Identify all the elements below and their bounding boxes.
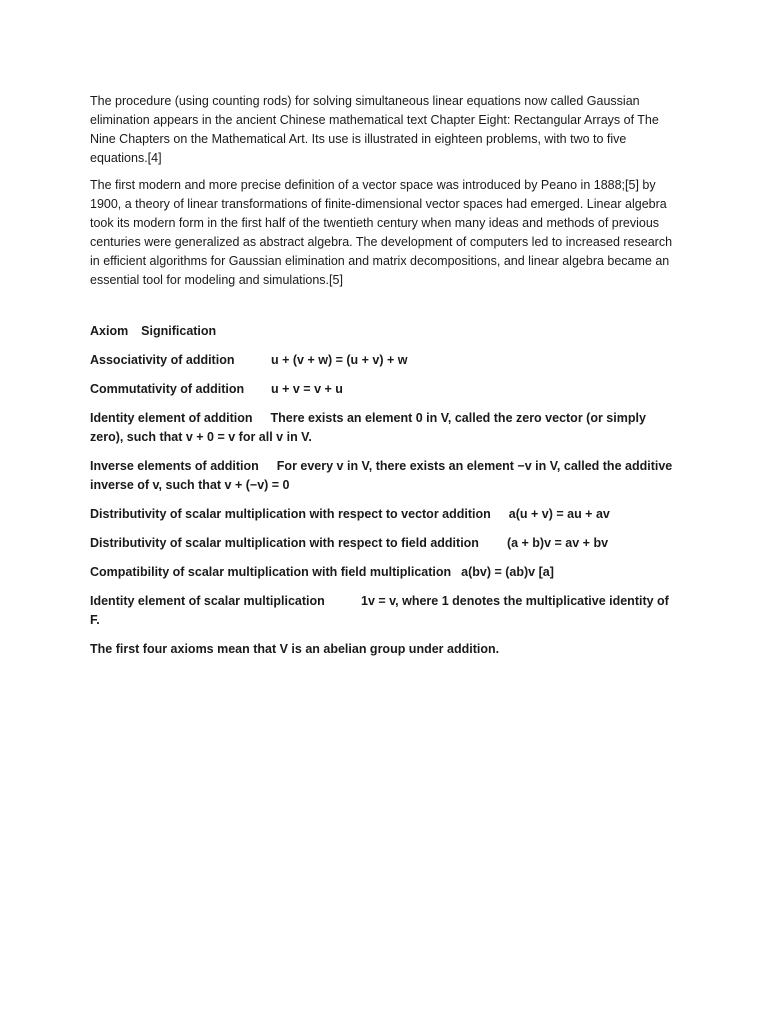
axiom-formula: (a + b)v = av + bv — [506, 536, 609, 550]
axiom-name: Identity element of addition — [90, 411, 253, 425]
axiom-formula: u + v = v + u — [271, 382, 343, 396]
closing-statement: The first four axioms mean that V is an abelian group under addition. — [90, 642, 500, 656]
axiom-row — [90, 409, 680, 447]
axiom-name: Identity element of scalar multiplication — [90, 594, 325, 608]
axiom-formula: For every v in V, there exists an element −v in V, called the additive inverse of v, such that v + (−v) = 0 — [90, 459, 673, 492]
axiom-name: Compatibility of scalar multiplication with field multiplication — [90, 565, 452, 579]
axiom-formula: There exists an element 0 in V, called the zero vector (or simply zero), such that v + 0 = v for all v in V. — [90, 411, 646, 444]
axiom-formula: 1v = v, where 1 denotes the multiplicative identity of F. — [90, 594, 669, 627]
axiom-formula: a(bv) = (ab)v [a] — [461, 565, 554, 579]
header-signification: Signification — [141, 324, 217, 338]
axiom-name: Commutativity of addition — [90, 382, 245, 396]
history-paragraph: The procedure (using counting rods) for solving simultaneous linear equations now called Gaussian elimination appears in the ancient Chinese mathematical text Chapter Eight: Rectangular Arrays of The Nine Chapters on the Mathematical Art. Its use is illustrated in eighteen problems, with two to five equations.[4] — [90, 94, 659, 165]
axiom-row — [90, 592, 680, 630]
header-axiom: Axiom — [90, 324, 129, 338]
axiom-formula: a(u + v) = au + av — [508, 507, 610, 521]
axiom-formula: u + (v + w) = (u + v) + w — [271, 353, 408, 367]
axiom-row — [90, 380, 680, 399]
modern-definition-paragraph: The first modern and more precise definition of a vector space was introduced by Peano in 1888;[5] by 1900, a theory of linear transformations of finite-dimensional vector spaces had emerged. Linear algebra took its modern form in the first half of the twentieth century when many ideas and methods of previous centuries were generalized as abstract algebra. The development of computers led to increased research in efficient algorithms for Gaussian elimination and matrix decompositions, and linear algebra became an essential tool for modeling and simulations.[5] — [90, 178, 673, 287]
axiom-name: Inverse elements of addition — [90, 459, 259, 473]
axiom-row — [90, 351, 680, 370]
axiom-name: Distributivity of scalar multiplication with respect to field addition — [90, 536, 479, 550]
axiom-name: Distributivity of scalar multiplication with respect to vector addition — [90, 507, 491, 521]
axioms-list — [90, 322, 680, 659]
axiom-name: Associativity of addition — [90, 353, 235, 367]
axiom-row — [90, 457, 680, 495]
axioms-header — [90, 322, 680, 341]
axiom-row — [90, 534, 680, 553]
axiom-row — [90, 505, 680, 524]
axiom-row — [90, 563, 680, 582]
